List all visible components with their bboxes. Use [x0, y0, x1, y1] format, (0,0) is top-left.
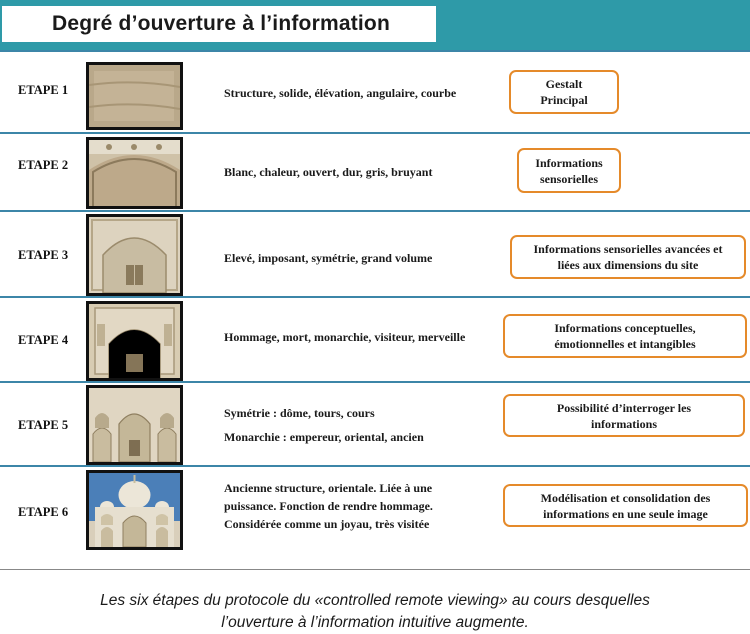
step-callout [517, 148, 621, 193]
step-callout [503, 484, 748, 527]
step-label: ETAPE 3 [18, 248, 69, 262]
step-description-line: puissance. Fonction de rendre hommage. [224, 499, 433, 513]
row-divider [0, 50, 750, 52]
step-4-image [86, 301, 183, 381]
callout-line: Modélisation et consolidation des [540, 490, 711, 505]
figure-caption [0, 590, 750, 634]
step-3-image [86, 214, 183, 296]
row-divider [0, 465, 750, 467]
caption-line: l’ouverture à l’information intuitive augmente. [221, 614, 529, 631]
step-label: ETAPE 1 [18, 83, 69, 97]
step-description: Hommage, mort, monarchie, visiteur, merveille [224, 330, 466, 344]
step-callout [509, 70, 619, 114]
callout-line: sensorielles [540, 171, 598, 186]
step-label: ETAPE 2 [18, 158, 69, 172]
callout-line: émotionnelles et intangibles [554, 337, 696, 351]
callout-line: liées aux dimensions du site [557, 258, 699, 272]
step-label: ETAPE 6 [18, 505, 69, 519]
callout-line: Gestalt [545, 77, 583, 91]
step-description-block [224, 404, 424, 446]
callout-line: Informations sensorielles avancées et [533, 242, 723, 256]
step-6-image [86, 470, 183, 550]
row-divider [0, 381, 750, 383]
row-divider [0, 132, 750, 134]
step-description: Elevé, imposant, symétrie, grand volume [224, 251, 433, 265]
step-callout [510, 235, 746, 279]
caption-line: Les six étapes du protocole du «controlled remote viewing» au cours desquelles [100, 592, 650, 609]
step-description-block [224, 479, 433, 533]
page-title: Degré d’ouverture à l’information [52, 12, 390, 35]
step-callout [503, 394, 745, 437]
step-callout [503, 314, 747, 358]
step-label: ETAPE 4 [18, 333, 69, 347]
step-5-image [86, 385, 183, 465]
step-1-image [86, 62, 183, 130]
callout-line: informations en une seule image [543, 506, 708, 521]
callout-line: informations [590, 416, 657, 431]
callout-line: Informations [535, 155, 603, 170]
step-description-line: Considérée comme un joyau, très visitée [224, 517, 430, 531]
row-divider [0, 296, 750, 298]
step-description-line: Monarchie : empereur, oriental, ancien [224, 430, 424, 444]
callout-line: Possibilité d’interroger les [556, 400, 692, 415]
callout-line: Informations conceptuelles, [554, 321, 696, 335]
step-description-line: Symétrie : dôme, tours, cours [224, 406, 375, 420]
step-label: ETAPE 5 [18, 418, 69, 432]
step-description-line: Ancienne structure, orientale. Liée à une [224, 481, 433, 495]
row-divider [0, 210, 750, 212]
figure-bottom-rule [0, 569, 750, 570]
step-2-image [86, 137, 183, 209]
step-description: Structure, solide, élévation, angulaire, courbe [224, 86, 457, 100]
callout-line: Principal [540, 93, 588, 107]
step-description: Blanc, chaleur, ouvert, dur, gris, bruyant [224, 165, 433, 179]
